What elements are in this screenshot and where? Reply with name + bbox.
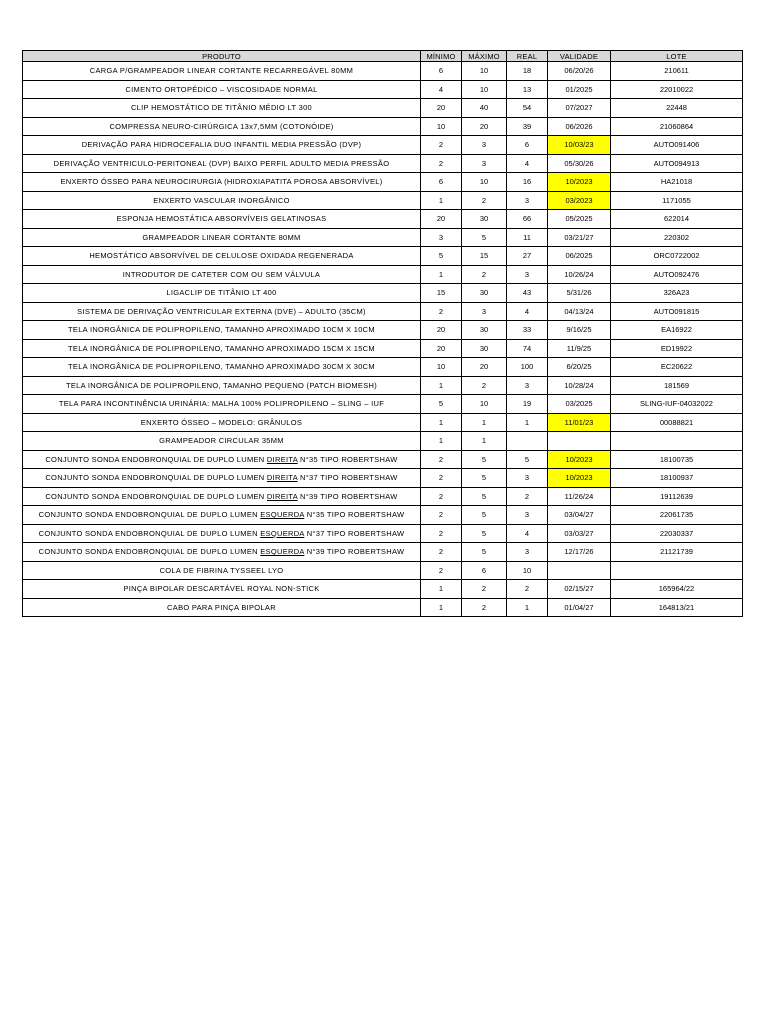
cell-produto: TELA INORGÂNICA DE POLIPROPILENO, TAMANHO APROXIMADO 30CM X 30CM [23, 358, 421, 377]
cell-maximo: 20 [462, 358, 507, 377]
cell-validade: 03/2023 [548, 191, 611, 210]
cell-validade: 10/2023 [548, 450, 611, 469]
cell-validade: 12/17/26 [548, 543, 611, 562]
cell-produto: ESPONJA HEMOSTÁTICA ABSORVÍVEIS GELATINOSAS [23, 210, 421, 229]
cell-validade: 03/21/27 [548, 228, 611, 247]
cell-validade: 11/9/25 [548, 339, 611, 358]
cell-real: 1 [507, 413, 548, 432]
table-row [23, 284, 743, 303]
cell-validade: 01/2025 [548, 80, 611, 99]
table-row [23, 598, 743, 617]
cell-real: 54 [507, 99, 548, 118]
cell-lote: 22448 [611, 99, 743, 118]
cell-real [507, 432, 548, 451]
cell-lote: 210611 [611, 62, 743, 81]
cell-minimo: 1 [421, 580, 462, 599]
cell-lote: 19112639 [611, 487, 743, 506]
cell-maximo: 10 [462, 62, 507, 81]
table-row [23, 173, 743, 192]
produto-text: N°35 TIPO ROBERTSHAW [297, 454, 398, 464]
cell-minimo: 10 [421, 358, 462, 377]
cell-real: 100 [507, 358, 548, 377]
cell-real: 1 [507, 598, 548, 617]
cell-maximo: 20 [462, 117, 507, 136]
cell-validade: 10/2023 [548, 469, 611, 488]
cell-validade: 10/26/24 [548, 265, 611, 284]
cell-produto: CIMENTO ORTOPÉDICO – VISCOSIDADE NORMAL [23, 80, 421, 99]
cell-produto [23, 524, 421, 543]
cell-produto: TELA PARA INCONTINÊNCIA URINÁRIA: MALHA 100% POLIPROPILENO – SLING – IUF [23, 395, 421, 414]
cell-lote: ED19922 [611, 339, 743, 358]
cell-maximo: 3 [462, 302, 507, 321]
cell-minimo: 3 [421, 228, 462, 247]
cell-validade: 06/2025 [548, 247, 611, 266]
cell-real: 11 [507, 228, 548, 247]
table-row [23, 210, 743, 229]
cell-lote: AUTO091815 [611, 302, 743, 321]
col-header-validade: VALIDADE [548, 51, 611, 62]
table-row [23, 321, 743, 340]
table-row [23, 154, 743, 173]
cell-lote: 18100735 [611, 450, 743, 469]
produto-text: CONJUNTO SONDA ENDOBRONQUIAL DE DUPLO LUMEN [38, 547, 261, 557]
cell-lote: 21121739 [611, 543, 743, 562]
cell-maximo: 2 [462, 376, 507, 395]
cell-maximo: 5 [462, 487, 507, 506]
cell-lote: 164813/21 [611, 598, 743, 617]
table-row [23, 376, 743, 395]
cell-produto: TELA INORGÂNICA DE POLIPROPILENO, TAMANHO APROXIMADO 15CM X 15CM [23, 339, 421, 358]
cell-lote: EC20622 [611, 358, 743, 377]
cell-validade: 05/30/26 [548, 154, 611, 173]
produto-text: N°35 TIPO ROBERTSHAW [304, 510, 405, 520]
cell-produto: COLA DE FIBRINA TYSSEEL LYO [23, 561, 421, 580]
cell-produto: CARGA P/GRAMPEADOR LINEAR CORTANTE RECARREGÁVEL 80MM [23, 62, 421, 81]
col-header-produto: PRODUTO [23, 51, 421, 62]
table-row [23, 524, 743, 543]
cell-minimo: 1 [421, 265, 462, 284]
cell-minimo: 2 [421, 487, 462, 506]
cell-real: 3 [507, 191, 548, 210]
cell-lote [611, 561, 743, 580]
cell-real: 2 [507, 487, 548, 506]
cell-maximo: 5 [462, 469, 507, 488]
table-row [23, 191, 743, 210]
cell-maximo: 5 [462, 450, 507, 469]
col-header-maximo: MÁXIMO [462, 51, 507, 62]
cell-lote: 22010022 [611, 80, 743, 99]
produto-side-underlined: DIREITA [266, 491, 298, 501]
cell-produto [23, 469, 421, 488]
cell-real: 2 [507, 580, 548, 599]
cell-real: 19 [507, 395, 548, 414]
cell-minimo: 20 [421, 210, 462, 229]
cell-maximo: 6 [462, 561, 507, 580]
cell-lote: 181569 [611, 376, 743, 395]
cell-lote: 21060864 [611, 117, 743, 136]
produto-text: CONJUNTO SONDA ENDOBRONQUIAL DE DUPLO LUMEN [38, 528, 261, 538]
table-row [23, 580, 743, 599]
cell-lote [611, 432, 743, 451]
produto-text: CONJUNTO SONDA ENDOBRONQUIAL DE DUPLO LUMEN [45, 491, 267, 501]
table-row [23, 413, 743, 432]
cell-validade [548, 432, 611, 451]
cell-minimo: 2 [421, 469, 462, 488]
table-row [23, 432, 743, 451]
cell-validade: 07/2027 [548, 99, 611, 118]
cell-minimo: 2 [421, 154, 462, 173]
produto-text: N°39 TIPO ROBERTSHAW [304, 547, 405, 557]
cell-validade: 11/01/23 [548, 413, 611, 432]
cell-produto: ENXERTO ÓSSEO PARA NEUROCIRURGIA (HIDROXIAPATITA POROSA ABSORVÍVEL) [23, 173, 421, 192]
produto-side-underlined: ESQUERDA [260, 528, 305, 538]
table-row [23, 302, 743, 321]
cell-produto: CABO PARA PINÇA BIPOLAR [23, 598, 421, 617]
table-row [23, 99, 743, 118]
cell-lote: 1171055 [611, 191, 743, 210]
cell-lote: ORC0722002 [611, 247, 743, 266]
cell-validade: 02/15/27 [548, 580, 611, 599]
cell-real: 16 [507, 173, 548, 192]
produto-text: CONJUNTO SONDA ENDOBRONQUIAL DE DUPLO LUMEN [38, 510, 261, 520]
cell-maximo: 5 [462, 543, 507, 562]
cell-produto: SISTEMA DE DERIVAÇÃO VENTRICULAR EXTERNA (DVE) – ADULTO (35CM) [23, 302, 421, 321]
cell-minimo: 1 [421, 413, 462, 432]
cell-real: 3 [507, 376, 548, 395]
cell-produto: CLIP HEMOSTÁTICO DE TITÂNIO MÉDIO LT 300 [23, 99, 421, 118]
table-row [23, 117, 743, 136]
cell-validade [548, 561, 611, 580]
cell-minimo: 6 [421, 173, 462, 192]
table-row [23, 247, 743, 266]
cell-maximo: 5 [462, 506, 507, 525]
table-row [23, 265, 743, 284]
cell-produto: ENXERTO ÓSSEO – MODELO: GRÂNULOS [23, 413, 421, 432]
cell-minimo: 5 [421, 395, 462, 414]
cell-minimo: 1 [421, 191, 462, 210]
cell-maximo: 3 [462, 136, 507, 155]
cell-validade: 01/04/27 [548, 598, 611, 617]
cell-real: 4 [507, 154, 548, 173]
cell-lote: AUTO092476 [611, 265, 743, 284]
cell-produto: GRAMPEADOR CIRCULAR 35MM [23, 432, 421, 451]
cell-lote: 22061735 [611, 506, 743, 525]
table-row [23, 80, 743, 99]
cell-produto: ENXERTO VASCULAR INORGÂNICO [23, 191, 421, 210]
cell-lote: AUTO094913 [611, 154, 743, 173]
cell-maximo: 1 [462, 432, 507, 451]
cell-produto: INTRODUTOR DE CATETER COM OU SEM VÁLVULA [23, 265, 421, 284]
inventory-table [22, 50, 743, 617]
cell-real: 27 [507, 247, 548, 266]
cell-minimo: 2 [421, 561, 462, 580]
cell-produto: HEMOSTÁTICO ABSORVÍVEL DE CELULOSE OXIDADA REGENERADA [23, 247, 421, 266]
col-header-minimo: MÍNIMO [421, 51, 462, 62]
cell-maximo: 30 [462, 339, 507, 358]
cell-real: 39 [507, 117, 548, 136]
cell-validade: 03/2025 [548, 395, 611, 414]
cell-lote: EA16922 [611, 321, 743, 340]
cell-maximo: 10 [462, 173, 507, 192]
cell-produto: DERIVAÇÃO PARA HIDROCEFALIA DUO INFANTIL MEDIA PRESSÃO (DVP) [23, 136, 421, 155]
cell-validade: 10/28/24 [548, 376, 611, 395]
table-row [23, 395, 743, 414]
produto-text: CONJUNTO SONDA ENDOBRONQUIAL DE DUPLO LUMEN [45, 473, 267, 483]
cell-minimo: 4 [421, 80, 462, 99]
cell-produto [23, 543, 421, 562]
cell-minimo: 2 [421, 543, 462, 562]
produto-side-underlined: DIREITA [266, 473, 298, 483]
cell-maximo: 5 [462, 228, 507, 247]
cell-maximo: 2 [462, 265, 507, 284]
cell-validade: 06/2026 [548, 117, 611, 136]
cell-lote: 00088821 [611, 413, 743, 432]
cell-produto [23, 450, 421, 469]
cell-validade: 6/20/25 [548, 358, 611, 377]
produto-text: N°37 TIPO ROBERTSHAW [297, 473, 398, 483]
cell-real: 4 [507, 302, 548, 321]
cell-lote: 165964/22 [611, 580, 743, 599]
cell-real: 74 [507, 339, 548, 358]
produto-text: CONJUNTO SONDA ENDOBRONQUIAL DE DUPLO LUMEN [45, 454, 267, 464]
table-row [23, 561, 743, 580]
cell-minimo: 2 [421, 450, 462, 469]
cell-maximo: 3 [462, 154, 507, 173]
table-row [23, 136, 743, 155]
table-row [23, 487, 743, 506]
cell-produto: TELA INORGÂNICA DE POLIPROPILENO, TAMANHO APROXIMADO 10CM X 10CM [23, 321, 421, 340]
cell-lote: 220302 [611, 228, 743, 247]
cell-real: 4 [507, 524, 548, 543]
cell-minimo: 2 [421, 302, 462, 321]
cell-minimo: 20 [421, 99, 462, 118]
cell-real: 5 [507, 450, 548, 469]
cell-maximo: 15 [462, 247, 507, 266]
cell-validade: 03/04/27 [548, 506, 611, 525]
table-row [23, 469, 743, 488]
produto-text: N°37 TIPO ROBERTSHAW [304, 528, 405, 538]
produto-side-underlined: DIREITA [266, 454, 298, 464]
cell-validade: 5/31/26 [548, 284, 611, 303]
cell-minimo: 1 [421, 432, 462, 451]
cell-maximo: 10 [462, 395, 507, 414]
produto-text: N°39 TIPO ROBERTSHAW [297, 491, 398, 501]
cell-validade: 03/03/27 [548, 524, 611, 543]
cell-maximo: 30 [462, 284, 507, 303]
table-row [23, 506, 743, 525]
produto-side-underlined: ESQUERDA [260, 547, 305, 557]
cell-lote: 326A23 [611, 284, 743, 303]
cell-minimo: 2 [421, 524, 462, 543]
cell-lote: 22030337 [611, 524, 743, 543]
cell-validade: 11/26/24 [548, 487, 611, 506]
cell-validade: 10/2023 [548, 173, 611, 192]
cell-maximo: 2 [462, 580, 507, 599]
cell-produto: GRAMPEADOR LINEAR CORTANTE 80MM [23, 228, 421, 247]
cell-produto [23, 487, 421, 506]
cell-minimo: 1 [421, 376, 462, 395]
cell-real: 3 [507, 506, 548, 525]
cell-produto: LIGACLIP DE TITÂNIO LT 400 [23, 284, 421, 303]
cell-lote: AUTO091406 [611, 136, 743, 155]
cell-minimo: 2 [421, 506, 462, 525]
cell-real: 3 [507, 543, 548, 562]
cell-minimo: 15 [421, 284, 462, 303]
cell-maximo: 30 [462, 321, 507, 340]
table-row [23, 543, 743, 562]
cell-lote: 622014 [611, 210, 743, 229]
produto-side-underlined: ESQUERDA [260, 510, 305, 520]
cell-maximo: 5 [462, 524, 507, 543]
table-row [23, 228, 743, 247]
cell-minimo: 1 [421, 598, 462, 617]
cell-validade: 9/16/25 [548, 321, 611, 340]
cell-lote: HA21018 [611, 173, 743, 192]
col-header-real: REAL [507, 51, 548, 62]
cell-maximo: 30 [462, 210, 507, 229]
cell-produto [23, 506, 421, 525]
cell-validade: 10/03/23 [548, 136, 611, 155]
cell-lote: SLING-IUF-04032022 [611, 395, 743, 414]
cell-real: 13 [507, 80, 548, 99]
cell-real: 10 [507, 561, 548, 580]
cell-maximo: 2 [462, 191, 507, 210]
cell-real: 3 [507, 265, 548, 284]
cell-real: 66 [507, 210, 548, 229]
cell-real: 33 [507, 321, 548, 340]
cell-minimo: 6 [421, 62, 462, 81]
cell-produto: TELA INORGÂNICA DE POLIPROPILENO, TAMANHO PEQUENO (PATCH BIOMESH) [23, 376, 421, 395]
cell-real: 43 [507, 284, 548, 303]
cell-minimo: 10 [421, 117, 462, 136]
cell-lote: 18100937 [611, 469, 743, 488]
cell-real: 6 [507, 136, 548, 155]
cell-maximo: 40 [462, 99, 507, 118]
cell-minimo: 20 [421, 321, 462, 340]
cell-produto: PINÇA BIPOLAR DESCARTÁVEL ROYAL NON-STICK [23, 580, 421, 599]
cell-validade: 06/20/26 [548, 62, 611, 81]
cell-maximo: 2 [462, 598, 507, 617]
table-row [23, 358, 743, 377]
cell-maximo: 10 [462, 80, 507, 99]
cell-real: 18 [507, 62, 548, 81]
cell-validade: 05/2025 [548, 210, 611, 229]
table-row [23, 339, 743, 358]
cell-validade: 04/13/24 [548, 302, 611, 321]
cell-minimo: 2 [421, 136, 462, 155]
header-row [23, 51, 743, 62]
cell-produto: DERIVAÇÃO VENTRICULO-PERITONEAL (DVP) BAIXO PERFIL ADULTO MEDIA PRESSÃO [23, 154, 421, 173]
cell-real: 3 [507, 469, 548, 488]
cell-minimo: 5 [421, 247, 462, 266]
cell-maximo: 1 [462, 413, 507, 432]
cell-minimo: 20 [421, 339, 462, 358]
col-header-lote: LOTE [611, 51, 743, 62]
cell-produto: COMPRESSA NEURO-CIRÚRGICA 13x7,5MM (COTONÓIDE) [23, 117, 421, 136]
table-row [23, 450, 743, 469]
table-row [23, 62, 743, 81]
